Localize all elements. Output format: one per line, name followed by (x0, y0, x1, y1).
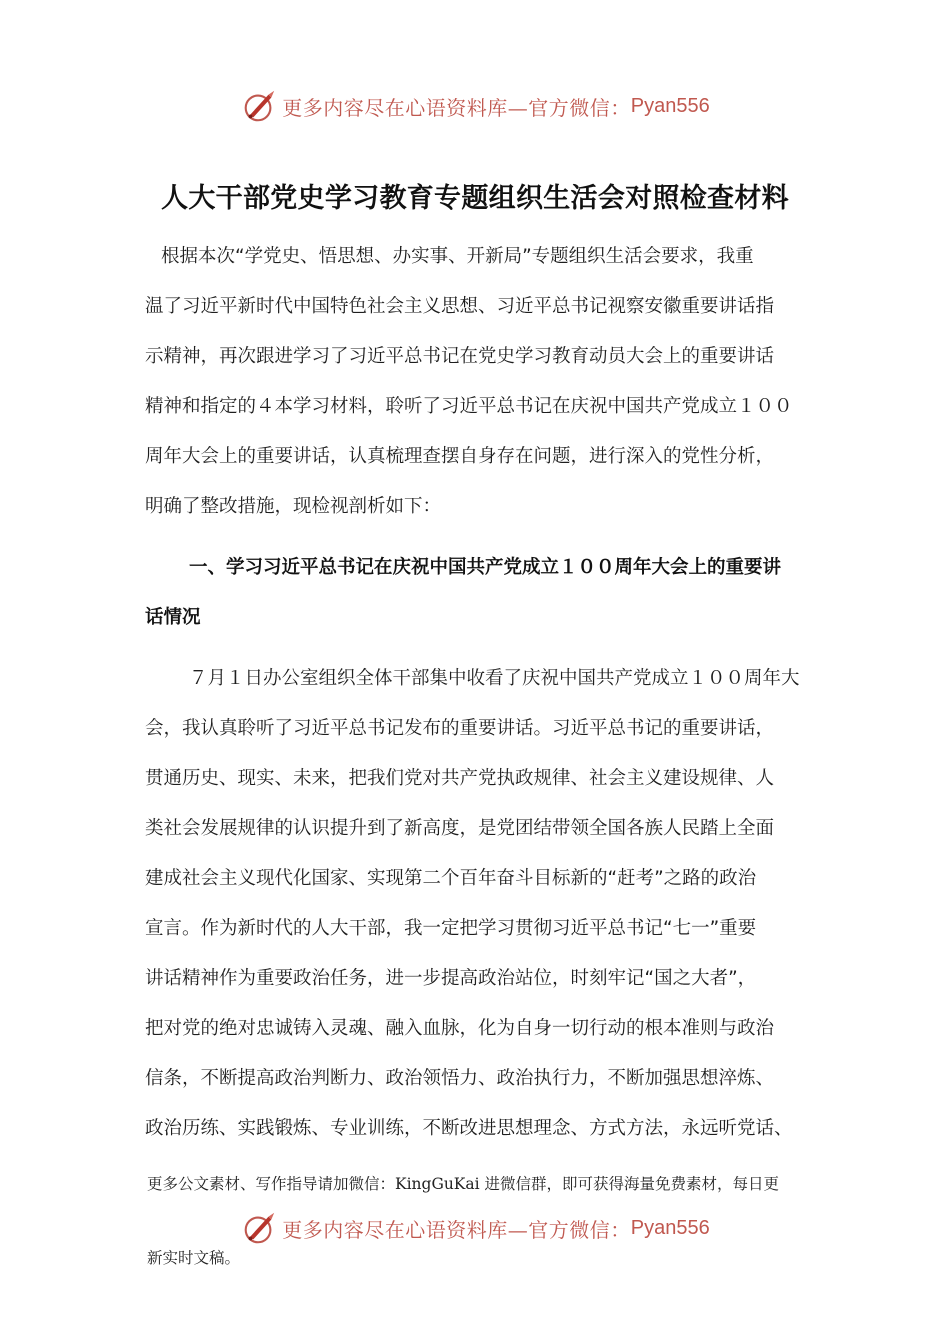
banner-text: 更多内容尽在心语资料库—官方微信： (282, 95, 631, 120)
text-line: 会，我认真聆听了习近平总书记发布的重要讲话。习近平总书记的重要讲话， (145, 718, 775, 739)
text-line: 建成社会主义现代化国家、实现第二个百年奋斗目标新的“赶考”之路的政治 (145, 868, 757, 889)
banner-text: 更多内容尽在心语资料库—官方微信： (282, 1217, 631, 1242)
text-line: 贯通历史、现实、未来，把我们党对共产党执政规律、社会主义建设规律、人 (145, 768, 775, 789)
text-line: ７月１日办公室组织全体干部集中收看了庆祝中国共产党成立１００周年大 (189, 668, 800, 689)
quill-logo-icon (240, 87, 278, 125)
text-line: 周年大会上的重要讲话，认真梳理查摆自身存在问题，进行深入的党性分析， (145, 446, 775, 467)
text-line: 把对党的绝对忠诚铸入灵魂、融入血脉，化为自身一切行动的根本准则与政治 (145, 1018, 775, 1039)
text-line: 信条，不断提高政治判断力、政治领悟力、政治执行力，不断加强思想淬炼、 (145, 1068, 775, 1089)
text-line: 类社会发展规律的认识提升到了新高度，是党团结带领全国各族人民踏上全面 (145, 818, 775, 839)
footer-note-continued: 新实时文稿。 (147, 1249, 241, 1267)
text-line: 温了习近平新时代中国特色社会主义思想、习近平总书记视察安徽重要讲话指 (145, 296, 775, 317)
text-line: 讲话精神作为重要政治任务，进一步提高政治站位，时刻牢记“国之大者”， (145, 968, 757, 989)
footer-banner (0, 1208, 950, 1248)
intro-paragraph (145, 232, 805, 532)
text-line: 政治历练、实践锻炼、专业训练，不断改进思想理念、方式方法，永远听党话、 (145, 1118, 793, 1139)
header-banner (0, 86, 950, 126)
heading-line: 话情况 (145, 607, 201, 628)
section-heading (145, 543, 805, 643)
text-line: 精神和指定的４本学习材料，聆听了习近平总书记在庆祝中国共产党成立１００ (145, 396, 793, 417)
document-title: 人大干部党史学习教育专题组织生活会对照检查材料 (161, 183, 789, 214)
heading-line: 一、学习习近平总书记在庆祝中国共产党成立１００周年大会上的重要讲 (189, 557, 782, 578)
text-line: 根据本次“学党史、悟思想、办实事、开新局”专题组织生活会要求，我重 (161, 246, 754, 267)
text-line: 明确了整改措施，现检视剖析如下： (145, 496, 442, 517)
banner-wechat-id: Pyan556 (630, 94, 710, 117)
banner-wechat-id: Pyan556 (630, 1216, 710, 1239)
body-paragraph (145, 654, 805, 1154)
text-line: 示精神，再次跟进学习了习近平总书记在党史学习教育动员大会上的重要讲话 (145, 346, 775, 367)
footer-note: 更多公文素材、写作指导请加微信：KingGuKai 进微信群，即可获得海量免费素材，每日更 (147, 1175, 780, 1193)
text-line: 宣言。作为新时代的人大干部，我一定把学习贯彻习近平总书记“七一”重要 (145, 918, 757, 939)
quill-logo-icon (240, 1209, 278, 1247)
